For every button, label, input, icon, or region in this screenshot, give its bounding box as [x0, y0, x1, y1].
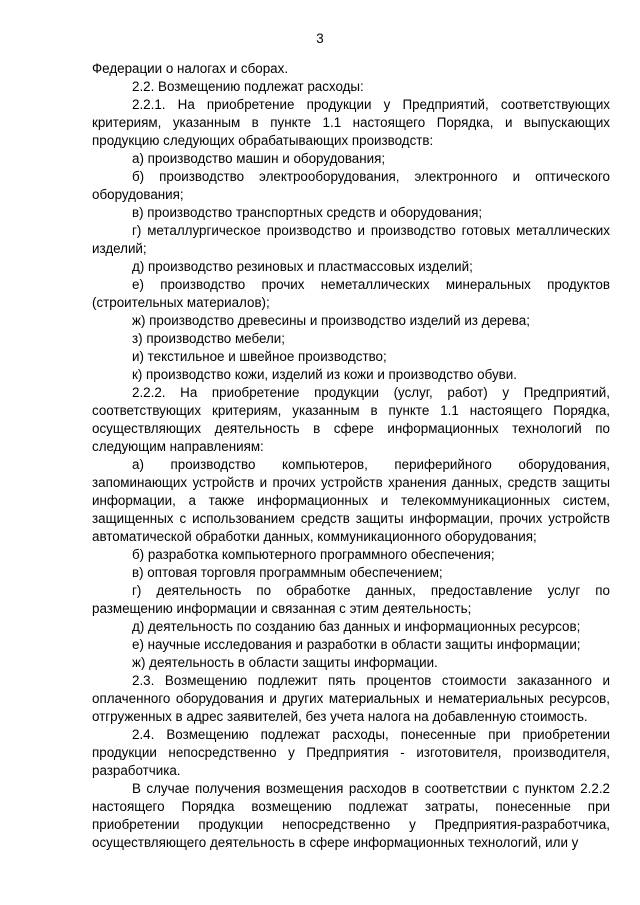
document-body: [92, 60, 610, 852]
paragraph: 2.2. Возмещению подлежат расходы:: [132, 79, 364, 94]
paragraph: а) производство компьютеров, периферийного оборудования, запоминающих устройств и прочих устройств хранения данных, средств защиты информации, а также информационных и телекоммуникационных систем, защищенных с использованием средств защиты информации, прочих устройств автоматической обработки данных, коммуникационного оборудования;: [92, 457, 610, 544]
paragraph: 2.3. Возмещению подлежит пять процентов стоимости заказанного и оплаченного оборудования и других материальных и нематериальных ресурсов, отгруженных в адрес заявителей, без учета налога на добавленную стоимость.: [92, 673, 610, 724]
paragraph: ж) производство древесины и производство изделий из дерева;: [132, 313, 530, 328]
paragraph: Федерации о налогах и сборах.: [92, 61, 289, 76]
paragraph: к) производство кожи, изделий из кожи и производство обуви.: [132, 367, 517, 382]
paragraph: в) производство транспортных средств и оборудования;: [132, 205, 483, 220]
paragraph: д) производство резиновых и пластмассовых изделий;: [132, 259, 473, 274]
page-number: 3: [316, 31, 324, 46]
paragraph: и) текстильное и швейное производство;: [132, 349, 387, 364]
paragraph: г) деятельность по обработке данных, предоставление услуг по размещению информации и связанная с этим деятельность;: [92, 583, 610, 616]
paragraph: 2.4. Возмещению подлежат расходы, понесенные при приобретении продукции непосредственно у Предприятия - изготовителя, производителя, разработчика.: [92, 727, 610, 778]
paragraph: 2.2.2. На приобретение продукции (услуг, работ) у Предприятий, соответствующих критериям, указанным в пункте 1.1 настоящего Порядка, осуществляющих деятельность в сфере информационных технологий по следующим направлениям:: [92, 385, 610, 454]
paragraph: б) производство электрооборудования, электронного и оптического оборудования;: [92, 169, 610, 202]
paragraph: ж) деятельность в области защиты информации.: [132, 655, 438, 670]
paragraph: 2.2.1. На приобретение продукции у Предприятий, соответствующих критериям, указанным в пункте 1.1 настоящего Порядка, и выпускающих продукцию следующих обрабатывающих производств:: [92, 97, 610, 148]
paragraph: а) производство машин и оборудования;: [132, 151, 386, 166]
paragraph: г) металлургическое производство и производство готовых металлических изделий;: [92, 223, 610, 256]
paragraph: е) производство прочих неметаллических минеральных продуктов (строительных материалов);: [92, 277, 610, 310]
paragraph: е) научные исследования и разработки в области защиты информации;: [132, 637, 581, 652]
paragraph: з) производство мебели;: [132, 331, 286, 346]
paragraph: в) оптовая торговля программным обеспечением;: [132, 565, 443, 580]
paragraph: В случае получения возмещения расходов в соответствии с пунктом 2.2.2 настоящего Порядка возмещению подлежат затраты, понесенные при приобретении продукции непосредственно у Предприятия-разработчика, осуществляющего деятельность в сфере информационных технологий, или у: [92, 781, 610, 850]
paragraph: д) деятельность по созданию баз данных и информационных ресурсов;: [132, 619, 581, 634]
paragraph: б) разработка компьютерного программного обеспечения;: [132, 547, 495, 562]
